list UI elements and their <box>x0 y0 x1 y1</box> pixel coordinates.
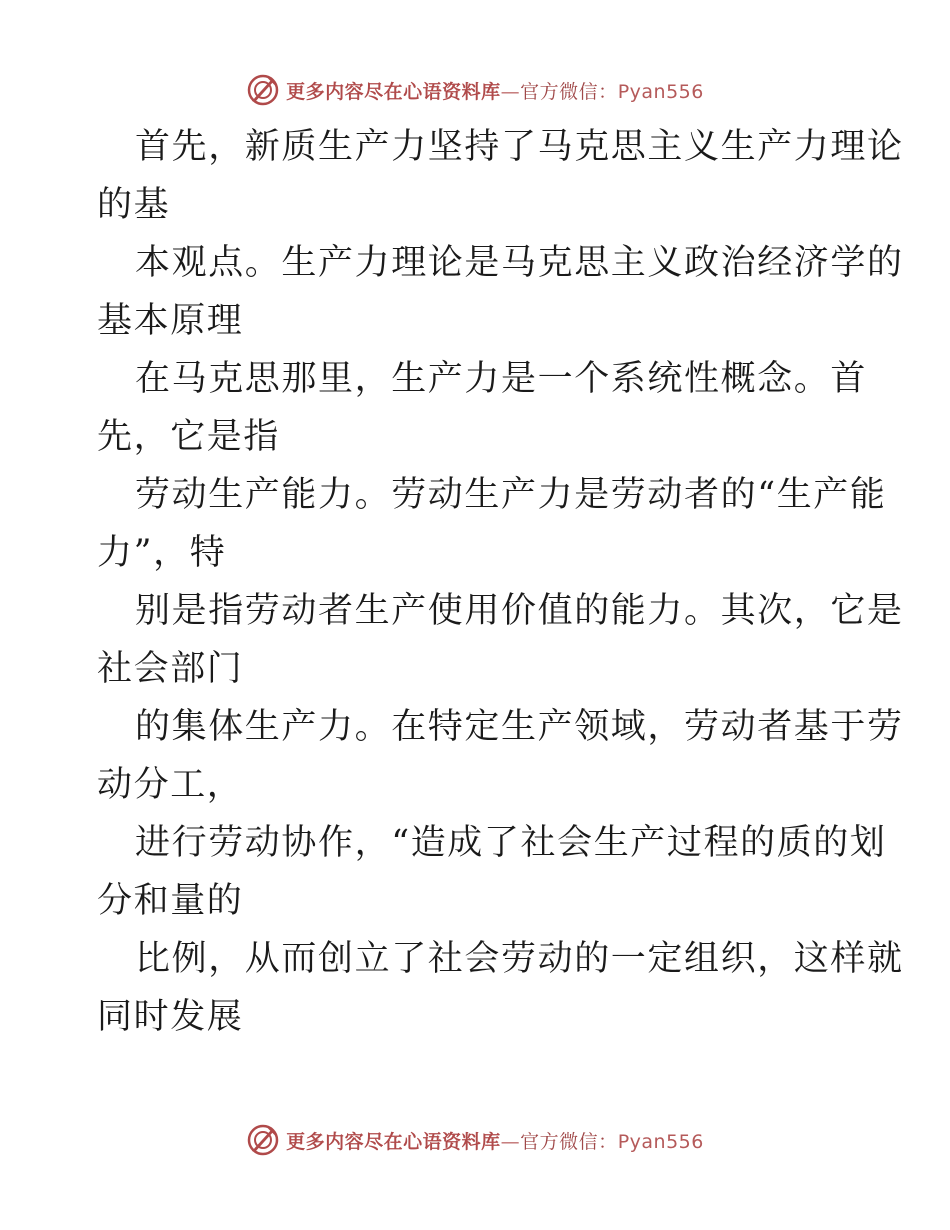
watermark-wechat-id: Pyan556 <box>617 80 704 103</box>
watermark-text <box>286 1127 704 1154</box>
quill-logo-icon <box>246 1123 280 1157</box>
quill-logo-icon <box>246 73 280 107</box>
text-line: 比例，从而创立了社会劳动的一定组织，这样就 <box>135 939 904 979</box>
text-line: 劳动生产能力。劳动生产力是劳动者的“生产能 <box>135 475 887 515</box>
watermark-brand: 更多内容尽在心语资料库 <box>286 1130 501 1153</box>
header-watermark <box>0 70 950 110</box>
watermark-brand: 更多内容尽在心语资料库 <box>286 80 501 103</box>
text-line: 同时发展 <box>97 997 244 1037</box>
text-line: 的基 <box>97 185 171 225</box>
text-line: 基本原理 <box>97 301 244 341</box>
watermark-wechat-id: Pyan556 <box>617 1130 704 1153</box>
text-line: 在马克思那里，生产力是一个系统性概念。首 <box>135 359 868 399</box>
text-line: 分和量的 <box>97 881 244 921</box>
watermark-text <box>286 77 704 104</box>
text-line: 进行劳动协作，“造成了社会生产过程的质的划 <box>135 823 887 863</box>
text-line: 首先，新质生产力坚持了马克思主义生产力理论 <box>135 127 904 167</box>
text-line: 社会部门 <box>97 649 244 689</box>
watermark-separator: — <box>500 80 521 103</box>
watermark-label: 官方微信： <box>520 1130 618 1153</box>
footer-watermark <box>0 1120 950 1160</box>
text-line: 别是指劳动者生产使用价值的能力。其次，它是 <box>135 591 904 631</box>
text-line: 的集体生产力。在特定生产领域，劳动者基于劳 <box>135 707 904 747</box>
watermark-label: 官方微信： <box>520 80 618 103</box>
watermark-separator: — <box>500 1130 521 1153</box>
text-line: 力”，特 <box>97 533 227 573</box>
text-line: 先，它是指 <box>97 417 281 457</box>
document-body <box>97 118 904 1046</box>
text-line: 本观点。生产力理论是马克思主义政治经济学的 <box>135 243 904 283</box>
text-line: 动分工， <box>97 765 244 805</box>
